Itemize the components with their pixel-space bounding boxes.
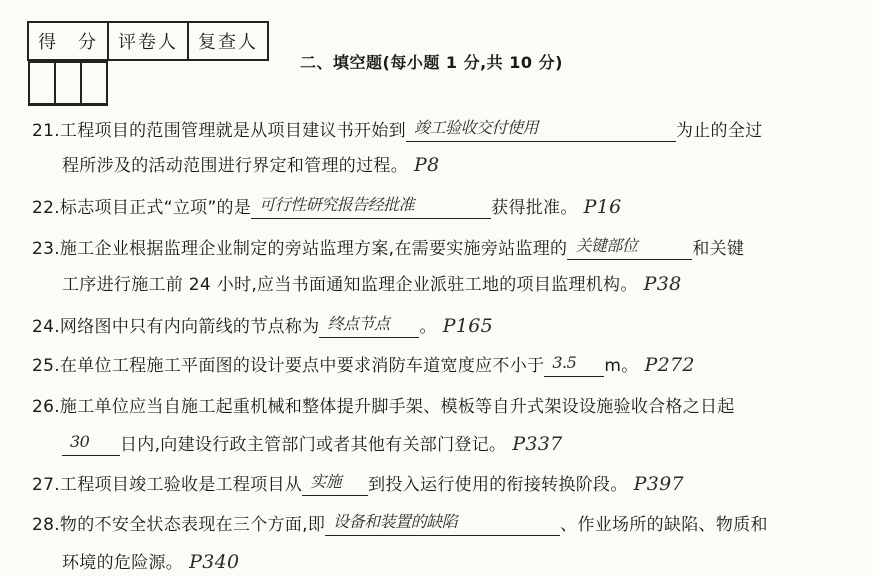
question-text: 23.施工企业根据监理企业制定的旁站监理方案,在需要实施旁站监理的 [32,239,568,259]
page-reference: P340 [189,551,240,573]
question-text: 28.物的不安全状态表现在三个方面,即 [32,515,326,535]
handwritten-answer: 30 [70,432,90,451]
question-text: 日内,向建设行政主管部门或者其他有关部门登记。 [120,435,507,455]
page-reference: P8 [414,154,440,176]
question-text: 。 [419,317,437,337]
question-23-continued [62,270,682,295]
question-text: 为止的全过 [675,121,763,141]
handwritten-answer: 终点节点 [327,314,390,333]
question-27 [32,470,684,496]
question-text: 25.在单位工程施工平面图的设计要点中要求消防车道宽度应不小于 [32,356,545,376]
question-25 [32,351,695,377]
question-text: 21.工程项目的范围管理就是从项目建议书开始到 [32,121,406,141]
section-title: 二、填空题(每小题 1 分,共 10 分) [300,53,563,72]
question-23 [32,234,744,260]
answer-blank [62,432,120,456]
handwritten-answer: 设备和装置的缺陷 [333,512,458,531]
score-table [27,21,269,111]
question-text: 27.工程项目竣工验收是工程项目从 [32,475,303,495]
question-text: 到投入运行使用的衔接转换阶段。 [368,475,628,495]
question-28-continued [62,548,239,573]
question-text: 、作业场所的缺陷、物质和 [560,515,768,535]
question-text: m。 [604,356,639,376]
page-reference: P272 [644,354,695,376]
question-text: 获得批准。 [491,198,578,218]
question-24 [32,312,493,338]
answer-blank [302,472,368,496]
question-text: 环境的危险源。 [62,553,184,573]
question-text: 26.施工单位应当自施工起重机械和整体提升脚手架、模板等自升式架设设施验收合格之日起 [32,397,735,417]
answer-blank [406,118,676,142]
question-22 [32,193,622,219]
score-header-reviewer: 复查人 [188,22,268,60]
handwritten-answer: 竣工验收交付使用 [413,118,538,137]
question-21 [32,116,762,142]
question-21-continued [62,151,439,176]
page-reference: P38 [643,273,682,295]
question-text: 程所涉及的活动范围进行界定和管理的过程。 [62,156,408,176]
question-28 [32,510,768,536]
question-text: 24.网络图中只有内向箭线的节点称为 [32,317,320,337]
page-reference: P397 [633,473,684,495]
question-text: 22.标志项目正式“立项”的是 [32,198,252,218]
question-26 [32,392,735,417]
answer-blank [319,314,419,338]
score-header-grader: 评卷人 [108,22,188,60]
page-reference: P337 [512,433,563,455]
grader-cell [55,62,81,104]
reviewer-cell [81,62,107,104]
page-reference: P165 [442,315,493,337]
question-text: 和关键 [692,239,745,259]
page-reference: P16 [583,196,622,218]
answer-blank [567,236,692,260]
score-cell [29,62,55,104]
handwritten-answer: 3.5 [552,353,577,372]
question-26-continued [62,430,563,456]
handwritten-answer: 实施 [310,472,342,491]
handwritten-answer: 关键部位 [575,236,638,255]
answer-blank [251,195,491,219]
answer-blank [544,353,604,377]
handwritten-answer: 可行性研究报告经批准 [259,195,415,214]
question-text: 工序进行施工前 24 小时,应当书面通知监理企业派驻工地的项目监理机构。 [62,275,638,295]
answer-blank [325,512,560,536]
score-header-score: 得 分 [28,22,108,60]
